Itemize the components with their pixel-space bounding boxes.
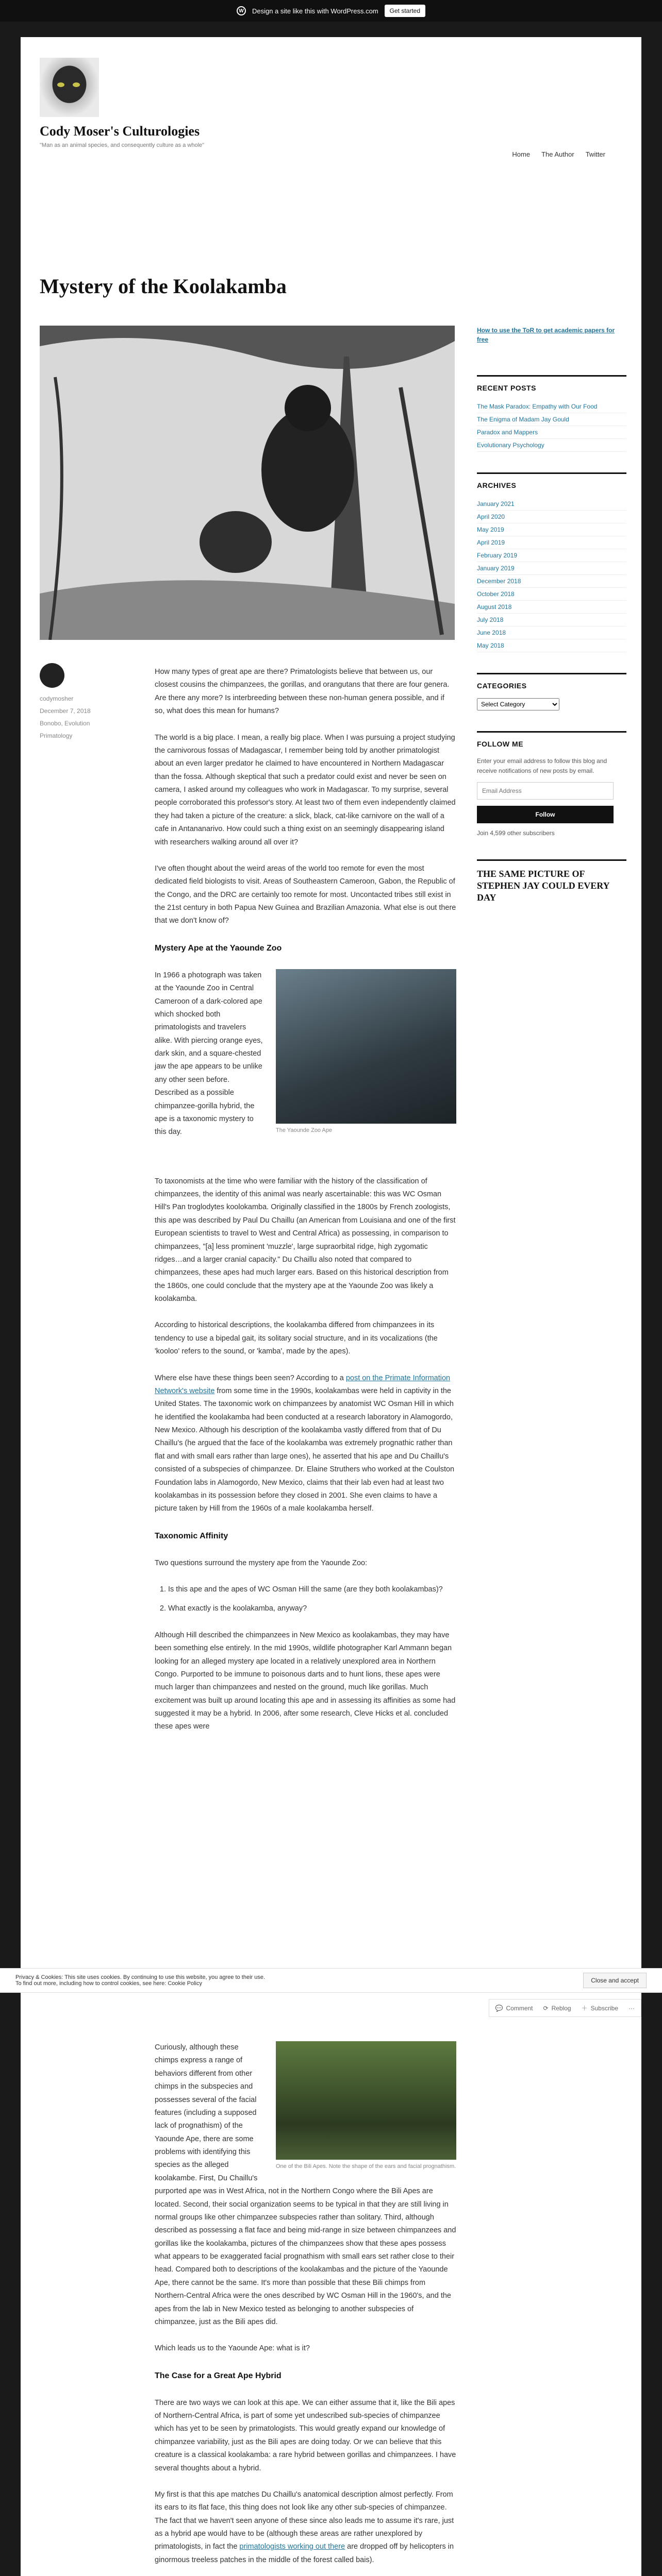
archive-link[interactable]: June 2018 bbox=[477, 626, 626, 639]
archive-link[interactable]: January 2019 bbox=[477, 562, 626, 575]
questions-list bbox=[168, 1583, 456, 1616]
cookie-text bbox=[15, 1974, 265, 1987]
widget-title: CATEGORIES bbox=[477, 673, 626, 690]
paragraph: According to historical descriptions, the koolakamba differed from chimpanzees in its tendency to use a bipedal gait, its solitary social structure, and in its vocalizations (the 'kooloo' refers to the sound, or 'kamba', made by the apes). bbox=[155, 1321, 438, 1356]
figure-caption: One of the Bili Apes. Note the shape of the ears and facial prognathism. bbox=[276, 2163, 456, 2170]
cookie-banner bbox=[0, 1968, 662, 1993]
archive-link[interactable]: October 2018 bbox=[477, 588, 626, 601]
wordpress-promo-bar bbox=[0, 0, 662, 22]
heading-affinity: Taxonomic Affinity bbox=[155, 1531, 228, 1540]
yaounde-ape-photo[interactable] bbox=[276, 969, 456, 1124]
category-select[interactable] bbox=[477, 698, 559, 710]
subscriber-count: Join 4,599 other subscribers bbox=[477, 829, 555, 837]
sidebar bbox=[477, 326, 626, 925]
paragraph bbox=[155, 2488, 456, 2567]
archives-widget bbox=[477, 472, 626, 652]
text: Where else have these things been seen? According to a bbox=[155, 1374, 346, 1382]
paragraph: To taxonomists at the time who were familiar with the history of the classification of chimpanzees, the identity of this animal was nearly ascertainable: this was WC Osman Hill's Pan troglodytes koolokamba. Originally classified in the 1800s by French zoologists, this ape was described by Paul Du Chaillu (an American from Louisiana and one of the first European scientists to travel to West and Central Africa) as possessing, in comparison to chimpanzees, "[a] less prominent 'muzzle', large supraorbital ridge, high zygomatic ridges…and a larger cranial capacity." Du Chaillu also noted that compared to chimpanzees, these apes had much larger ears. Based on this historical description from the 1860s, one could conclude that the mystery ape at the Yaounde Zoo was likely a koolakamba. bbox=[155, 1177, 456, 1303]
get-started-button[interactable]: Get started bbox=[385, 5, 425, 17]
recent-post-link[interactable]: Paradox and Mappers bbox=[477, 426, 626, 439]
archive-link[interactable]: January 2021 bbox=[477, 498, 626, 511]
reblog-label: Reblog bbox=[551, 2004, 571, 2012]
action-bar bbox=[489, 1999, 641, 2017]
paragraph: Two questions surround the mystery ape from the Yaounde Zoo: bbox=[155, 1558, 368, 1567]
tor-papers-link[interactable]: How to use the ToR to get academic papers for free bbox=[477, 327, 615, 343]
post-category[interactable]: Bonobo, Evolution bbox=[40, 720, 90, 727]
comment-label: Comment bbox=[506, 2004, 533, 2012]
site-logo-cat-image[interactable] bbox=[40, 58, 99, 117]
list-item: 1. Is this ape and the apes of WC Osman Hill the same (are they both koolakambas)? bbox=[168, 1583, 456, 1596]
cookie-line: Privacy & Cookies: This site uses cookies. By continuing to use this website, you agree to their use. bbox=[15, 1974, 266, 1980]
paragraph: Curiously, although these chimps express a range of behaviors different from other chimps in the subspecies and possesses several of the facial features (including a supposed lack of prognathism) of the Yaounde Ape, there are some problems with identifying this species as the alleged koolakambe. First, Du Chaillu's purported ape was in West Africa, not in the Northern Congo where the Bili Apes are located. Second, their social organization seems to be typical in that they are still living in normal groups like other chimpanzee subspecies rather than solitary. Third, although described as possessing a flat face and being mid-range in size between chimpanzees and gorillas like the koolakamba, pictures of the chimpanzees show that these apes possess what appears to be exaggerated facial prognathism with small ears set rather close to their head. Compared both to descriptions of the koolakambas and the picture of the Yaounde Ape, there cannot be the same. It's more than possible that these Bili chimps from Northern-Central Africa were the ones described by WC Osman Hill in the 1960's, and the apes from the lab in New Mexico tested as belonging to another subspecies of chimpanzee, just as the Bili apes did. bbox=[155, 2043, 456, 2326]
site-title[interactable]: Cody Moser's Culturologies bbox=[40, 124, 200, 139]
subscribe-label: Subscribe bbox=[590, 2004, 618, 2012]
post-content-continued bbox=[155, 2041, 456, 2576]
recent-post-link[interactable]: Evolutionary Psychology bbox=[477, 439, 626, 452]
post-meta bbox=[40, 663, 127, 744]
archive-link[interactable]: April 2019 bbox=[477, 536, 626, 549]
archive-link[interactable]: May 2019 bbox=[477, 523, 626, 536]
post-date[interactable]: December 7, 2018 bbox=[40, 707, 91, 715]
paragraph: In 1966 a photograph was taken at the Yaounde Zoo in Central Cameroon of a dark-colored ape which shocked both primatologists and travelers alike. With piercing orange eyes, dark skin, and a square-chested jaw the ape appears to be unlike any other seen before. Described as a possible chimpanzee-gorilla hybrid, the ape is a taxonomic mystery to this day. bbox=[155, 971, 263, 1137]
widget-title[interactable]: THE SAME PICTURE OF STEPHEN JAY COULD EVERY DAY bbox=[477, 859, 626, 904]
paragraph: Although Hill described the chimpanzees in New Mexico as koolakambas, they may have been something else entirely. In the mid 1990s, wildlife photographer Karl Ammann began looking for an alleged mystery ape located in a relatively unexplored area in Northern Congo. Purported to be immune to poisonous darts and to hunt lions, these apes were much larger than chimpanzees and nested on the ground, much like gorillas. Much excitement was built up around locating this ape and in assessing its affinities as some had suggested it may be a hybrid. In 2006, after some research, Cleve Hicks et al. concluded these apes were bbox=[155, 1631, 456, 1731]
recent-post-link[interactable]: The Enigma of Madam Jay Gould bbox=[477, 413, 626, 426]
widget-title: RECENT POSTS bbox=[477, 375, 626, 392]
subscribe-icon: ＋ bbox=[581, 2005, 588, 2012]
nav-twitter[interactable]: Twitter bbox=[585, 150, 605, 158]
archive-link[interactable]: August 2018 bbox=[477, 601, 626, 614]
wordpress-logo-icon: W bbox=[237, 6, 246, 15]
comment-icon: 💬 bbox=[495, 2004, 503, 2012]
follow-widget bbox=[477, 731, 626, 839]
paragraph: There are two ways we can look at this ape. We can either assume that it, like the Bili apes of Northern-Central Africa, is part of some yet undescribed sub-species of chimpanzee which has yet to be seen by primatologists. This would greatly expand our knowledge of chimpanzee variability, just as the Bili apes are doing today. Or we can believe that this creature is a classical koolakamba: a rare hybrid between gorillas and chimpanzees. I have several thoughts about a hybrid. bbox=[155, 2398, 456, 2472]
list-item: 2. What exactly is the koolakamba, anyway? bbox=[168, 1602, 456, 1615]
reblog-button[interactable] bbox=[543, 2004, 571, 2012]
figure-caption: The Yaounde Zoo Ape bbox=[276, 1127, 333, 1133]
widget-title: FOLLOW ME bbox=[477, 731, 626, 748]
subscribe-button[interactable] bbox=[582, 2004, 618, 2012]
cat-eye-right bbox=[73, 82, 80, 87]
primatologists-link[interactable]: primatologists working out there bbox=[239, 2543, 345, 2551]
more-icon[interactable]: ··· bbox=[628, 2004, 635, 2012]
text: from some time in the 1990s, koolakambas were held in captivity in the United States. The taxonomic work on chimpanzees by anatomist WC Osman Hill in which he identified the koolakamba had been conducted at a research laboratory in Alamogordo, New Mexico. Although his description of the koolakamba vastly differed from that of Du Chaillu's (he argued that the face of the koolakamba was extremely prognathic rather than flat and with small ears rather than large ones), he asserted that his ape and Du Chaillu's consisted of a subspecies of chimpanzee. Dr. Elaine Struthers who worked at the Coulston Foundation labs in Alamogordo, New Mexico, claims that their lab even had at least two koolakambas in its possession before they closed in 2001. She even claims to have a picture taken by Hill from the 1960s of a male koolakamba herself. bbox=[155, 1386, 455, 1513]
page-sheet bbox=[21, 37, 641, 2576]
site-tagline: "Man as an animal species, and consequently culture as a whole" bbox=[40, 142, 205, 148]
close-and-accept-button[interactable]: Close and accept bbox=[583, 1973, 647, 1988]
featured-image-apes-engraving bbox=[40, 326, 455, 640]
yaounde-ape-figure bbox=[276, 969, 456, 1134]
reblog-icon: ⟳ bbox=[543, 2004, 549, 2012]
paragraph: I've often thought about the weird areas of the world too remote for even the most dedicated field biologists to visit. Areas of Southeastern Cameroon, Gabon, the Republic of the Congo, and the DRC are certainly too remote for most. Uncontacted tribes still exist in the 21st century in both Papua New Guinea and Brazilian Amazonia. What else is out there that we don't know of? bbox=[155, 864, 456, 925]
archive-link[interactable]: April 2020 bbox=[477, 511, 626, 523]
categories-widget bbox=[477, 673, 626, 710]
bili-ape-photo[interactable] bbox=[276, 2041, 456, 2160]
heading-yaounde: Mystery Ape at the Yaounde Zoo bbox=[155, 943, 282, 953]
paragraph: The world is a big place. I mean, a really big place. When I was pursuing a project studying the carnivorous fossas of Madagascar, I remember being told by another primatologist about an even larger predator he claimed to have encountered in Northern Madagascar than the fossa. Although skeptical that such a predator could exist and never be seen on camera, I asked around my colleagues who work in Madagascar. To my surprise, several people corroborated this professor's story. At least two of them even independently claimed they had taken a picture of the creature: a slick, black, cat-like carnivore on the wall of a cafe in Antananarivo. How could such a thing exist on an seemingly disappearing island with researchers walking around all over it? bbox=[155, 733, 456, 846]
post-title: Mystery of the Koolakamba bbox=[40, 275, 287, 298]
post-author[interactable]: codymosher bbox=[40, 695, 74, 702]
text: My first is that this ape matches Du Chaillu's anatomical description almost perfectly. From its ears to its flat face, this thing does not look like any other sub-species of chimpanzee. The fact that we haven't seen anyone of these since also leads me to assume it's rare, just as a hybrid ape would have to be (although these areas are rather unexplored by primatologists, in fact the bbox=[155, 2490, 454, 2551]
author-avatar[interactable] bbox=[40, 663, 64, 688]
same-picture-widget bbox=[477, 859, 626, 904]
archive-link[interactable]: July 2018 bbox=[477, 614, 626, 626]
archive-link[interactable]: February 2019 bbox=[477, 549, 626, 562]
follow-description: Enter your email address to follow this blog and receive notifications of new posts by email. bbox=[477, 757, 607, 775]
post-tag[interactable]: Primatology bbox=[40, 732, 73, 739]
recent-posts-widget bbox=[477, 375, 626, 452]
paragraph: How many types of great ape are there? Primatologists believe that between us, our closest cousins the chimpanzees, the gorillas, and orangutans that there are four genera. Are there any more? Is interbreeding between these non-human genera possible, and if so, what does this mean for humans? bbox=[155, 668, 450, 716]
paragraph: Which leads us to the Yaounde Ape: what is it? bbox=[155, 2344, 310, 2353]
heading-hybrid: The Case for a Great Ape Hybrid bbox=[155, 2371, 282, 2380]
top-navigation bbox=[512, 150, 605, 158]
primate-info-link[interactable]: post on the Primate Information Network's website bbox=[155, 1374, 451, 1395]
nav-the-author[interactable]: The Author bbox=[541, 150, 574, 158]
archive-link[interactable]: December 2018 bbox=[477, 575, 626, 588]
paragraph bbox=[155, 1372, 456, 1516]
cat-eye-left bbox=[57, 82, 64, 87]
comment-button[interactable] bbox=[495, 2004, 533, 2012]
archive-link[interactable]: May 2018 bbox=[477, 639, 626, 652]
cookie-policy-link[interactable]: To find out more, including how to control cookies, see here: Cookie Policy bbox=[15, 1980, 202, 1987]
promo-text[interactable]: Design a site like this with WordPress.com bbox=[252, 7, 378, 15]
nav-home[interactable]: Home bbox=[512, 150, 531, 158]
email-field[interactable] bbox=[477, 782, 614, 800]
follow-button[interactable]: Follow bbox=[477, 806, 614, 823]
widget-title: ARCHIVES bbox=[477, 472, 626, 489]
bili-ape-figure bbox=[276, 2041, 456, 2171]
recent-post-link[interactable]: The Mask Paradox: Empathy with Our Food bbox=[477, 400, 626, 413]
engraving-illustration bbox=[40, 326, 455, 640]
text: are dropped off by helicopters in ginormous treeless patches in the middle of the forest called bais). bbox=[155, 2543, 454, 2564]
post-content bbox=[155, 666, 456, 1747]
